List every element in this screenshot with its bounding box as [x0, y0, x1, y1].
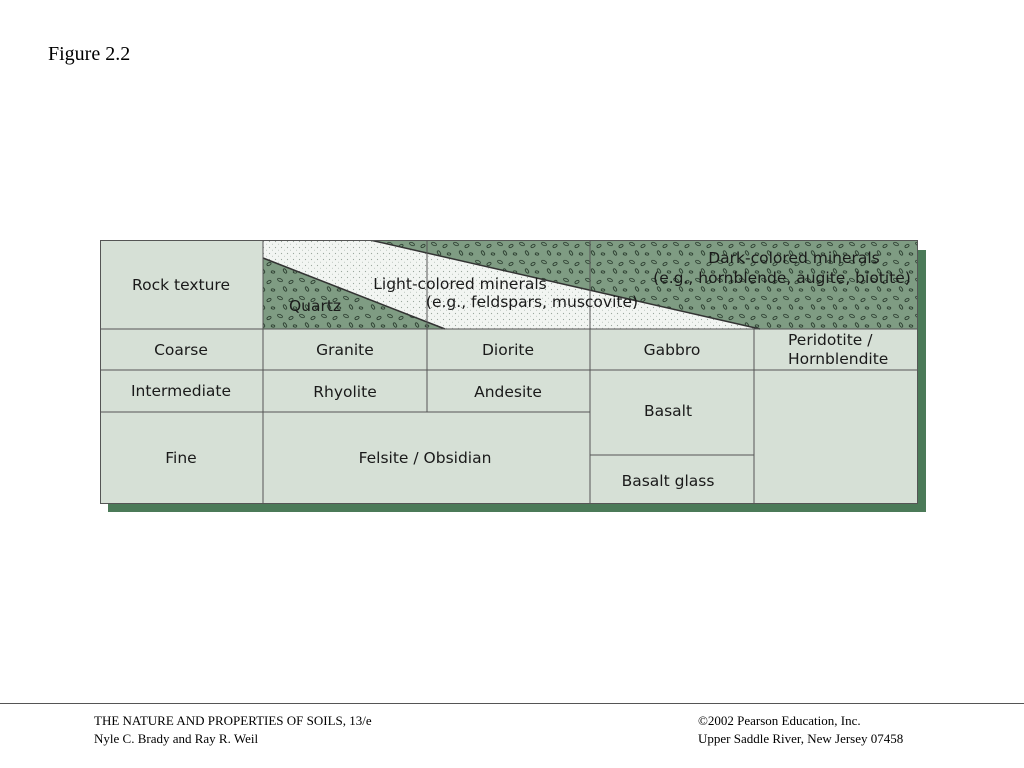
- quartz-label: Quartz: [288, 297, 342, 315]
- rock-gabbro: Gabbro: [643, 341, 701, 359]
- rock-diorite: Diorite: [481, 341, 535, 359]
- book-authors: Nyle C. Brady and Ray R. Weil: [94, 731, 259, 746]
- publisher-location: Upper Saddle River, New Jersey 07458: [698, 731, 904, 746]
- rock-rhyolite: Rhyolite: [313, 383, 377, 401]
- footer-publisher-info: [698, 712, 903, 748]
- rock-basalt: Basalt: [643, 402, 693, 420]
- footer-book-info: [94, 712, 372, 748]
- rock-andesite: Andesite: [474, 383, 542, 401]
- texture-coarse: Coarse: [154, 341, 208, 359]
- rock-hornblendite: Hornblendite: [788, 350, 889, 368]
- rock-texture-label: Rock texture: [132, 276, 230, 294]
- rock-basalt-glass: Basalt glass: [621, 472, 715, 490]
- texture-intermediate: Intermediate: [130, 382, 232, 400]
- footer-divider: [0, 703, 1024, 704]
- rock-peridotite: Peridotite /: [788, 331, 873, 349]
- rock-felsite-obsidian: Felsite / Obsidian: [358, 449, 492, 467]
- dark-minerals-title: Dark-colored minerals: [708, 249, 880, 267]
- texture-fine: Fine: [165, 449, 197, 467]
- figure-label: Figure 2.2: [48, 43, 131, 65]
- light-minerals-title: Light-colored minerals: [373, 275, 547, 293]
- book-title: THE NATURE AND PROPERTIES OF SOILS, 13/e: [94, 713, 372, 728]
- copyright-notice: ©2002 Pearson Education, Inc.: [698, 713, 861, 728]
- light-minerals-examples: (e.g., feldspars, muscovite): [425, 293, 639, 311]
- igneous-rock-classification-diagram: [100, 240, 926, 512]
- rock-granite: Granite: [316, 341, 374, 359]
- dark-minerals-examples: (e.g., hornblende, augite, biotite): [653, 269, 911, 287]
